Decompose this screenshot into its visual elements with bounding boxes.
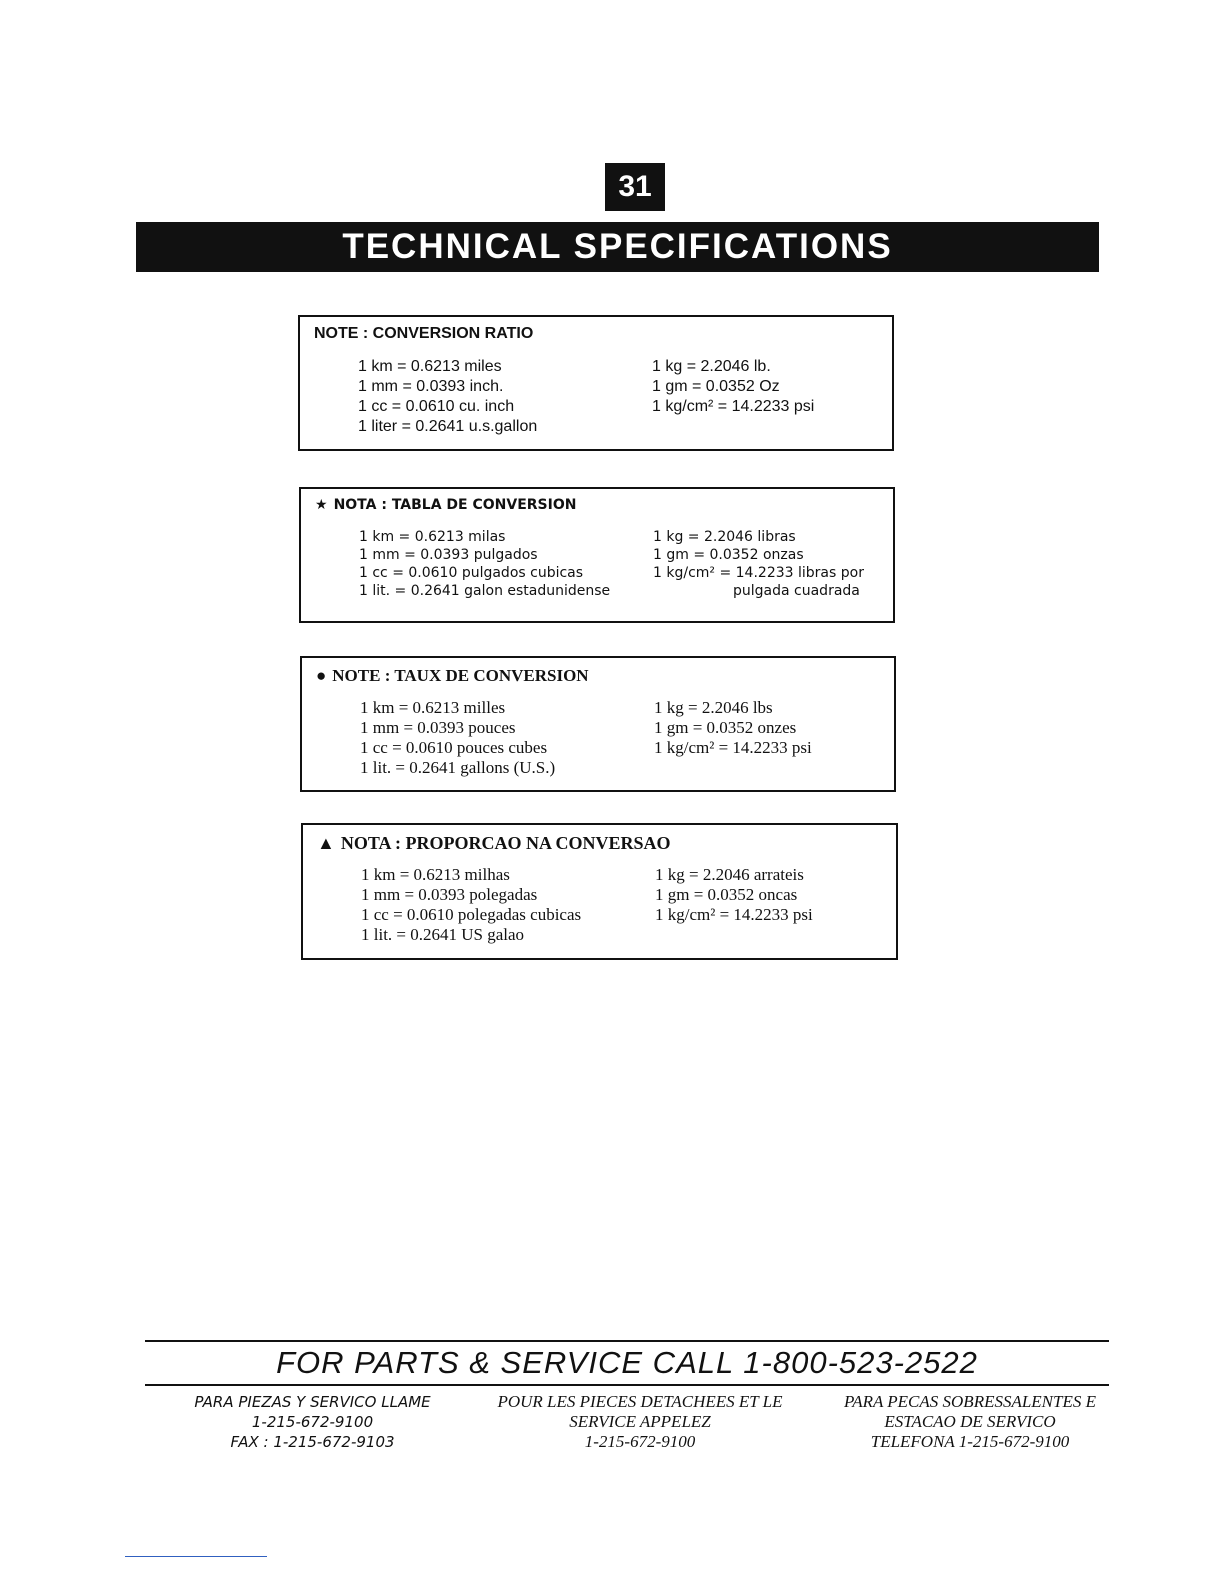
conversion-list-right — [655, 865, 813, 925]
conversion-box-spanish — [299, 487, 895, 623]
footer-line: 1-215-672-9100 — [251, 1413, 374, 1431]
conversion-line: 1 liter = 0.2641 u.s.gallon — [358, 418, 538, 435]
footer-line: ESTACAO DE SERVICO — [884, 1412, 1056, 1431]
conversion-line: 1 kg/cm² = 14.2233 libras por — [653, 565, 864, 581]
conversion-line: 1 mm = 0.0393 pulgados — [359, 547, 538, 563]
conversion-list-left — [360, 698, 555, 778]
conversion-box-portuguese — [301, 823, 898, 960]
conversion-list-left — [358, 357, 537, 437]
conversion-line: 1 mm = 0.0393 polegadas — [361, 885, 538, 904]
conversion-line: 1 gm = 0.0352 Oz — [652, 378, 780, 395]
footer-spanish — [165, 1392, 460, 1452]
service-call-banner: FOR PARTS & SERVICE CALL 1-800-523-2522 — [276, 1345, 978, 1380]
conversion-line: 1 kg/cm² = 14.2233 psi — [652, 398, 815, 415]
heading-text: NOTE : TAUX DE CONVERSION — [332, 666, 589, 685]
footer-line: TELEFONA 1-215-672-9100 — [870, 1432, 1070, 1451]
conversion-line: 1 km = 0.6213 milhas — [361, 865, 510, 884]
box-heading — [315, 497, 576, 513]
heading-text: NOTA : TABLA DE CONVERSION — [333, 497, 577, 513]
footer-line: POUR LES PIECES DETACHEES ET LE — [497, 1392, 783, 1411]
conversion-line: 1 km = 0.6213 milles — [360, 698, 506, 717]
conversion-line: 1 gm = 0.0352 onzas — [653, 547, 804, 563]
conversion-list-left — [361, 865, 581, 945]
heading-text: NOTA : PROPORCAO NA CONVERSAO — [340, 833, 671, 853]
conversion-line: 1 cc = 0.0610 pouces cubes — [360, 738, 548, 757]
conversion-list-right — [654, 698, 812, 758]
conversion-line: 1 cc = 0.0610 cu. inch — [358, 398, 515, 415]
conversion-line: 1 kg = 2.2046 lb. — [652, 358, 771, 375]
triangle-icon: ▲ — [317, 833, 335, 853]
box-heading — [317, 833, 671, 854]
conversion-line: 1 mm = 0.0393 inch. — [358, 378, 504, 395]
star-icon: ★ — [315, 497, 328, 513]
footer-line: PARA PIEZAS Y SERVICO LLAME — [194, 1393, 431, 1411]
box-heading — [314, 325, 533, 343]
conversion-line: pulgada cuadrada — [733, 583, 860, 599]
conversion-list-left — [359, 528, 610, 600]
box-heading — [316, 666, 589, 686]
conversion-line: 1 gm = 0.0352 oncas — [655, 885, 798, 904]
conversion-list-right — [652, 357, 814, 417]
conversion-line: 1 lit. = 0.2641 gallons (U.S.) — [360, 758, 556, 777]
footer-line: FAX : 1-215-672-9103 — [230, 1433, 395, 1451]
footer-rule-top — [145, 1340, 1109, 1342]
conversion-line: 1 cc = 0.0610 polegadas cubicas — [361, 905, 582, 924]
footer-line: PARA PECAS SOBRESSALENTES E — [844, 1392, 1096, 1411]
footer-rule-bottom — [145, 1384, 1109, 1386]
conversion-line: 1 kg/cm² = 14.2233 psi — [655, 905, 813, 924]
page-number: 31 — [605, 163, 665, 211]
footer-line: SERVICE APPELEZ — [569, 1412, 711, 1431]
footer-french — [480, 1392, 800, 1452]
conversion-line: 1 lit. = 0.2641 US galao — [361, 925, 525, 944]
conversion-line: 1 kg = 2.2046 libras — [653, 529, 796, 545]
conversion-line: 1 kg = 2.2046 arrateis — [655, 865, 804, 884]
conversion-line: 1 kg = 2.2046 lbs — [654, 698, 773, 717]
conversion-box-english — [298, 315, 894, 451]
conversion-line: 1 mm = 0.0393 pouces — [360, 718, 516, 737]
footer-portuguese — [815, 1392, 1125, 1452]
heading-text: NOTE : CONVERSION RATIO — [314, 325, 534, 342]
conversion-line: 1 km = 0.6213 milas — [359, 529, 506, 545]
conversion-line: 1 gm = 0.0352 onzes — [654, 718, 797, 737]
conversion-line: 1 km = 0.6213 miles — [358, 358, 502, 375]
conversion-line: 1 cc = 0.0610 pulgados cubicas — [359, 565, 584, 581]
conversion-box-french — [300, 656, 896, 792]
conversion-line: 1 lit. = 0.2641 galon estadunidense — [359, 583, 611, 599]
bullet-icon: ● — [316, 666, 327, 685]
page-title: TECHNICAL SPECIFICATIONS — [136, 222, 1099, 272]
footer-line: 1-215-672-9100 — [584, 1432, 696, 1451]
conversion-list-right — [653, 528, 864, 600]
conversion-line: 1 kg/cm² = 14.2233 psi — [654, 738, 812, 757]
scan-edge-line — [125, 1556, 267, 1557]
